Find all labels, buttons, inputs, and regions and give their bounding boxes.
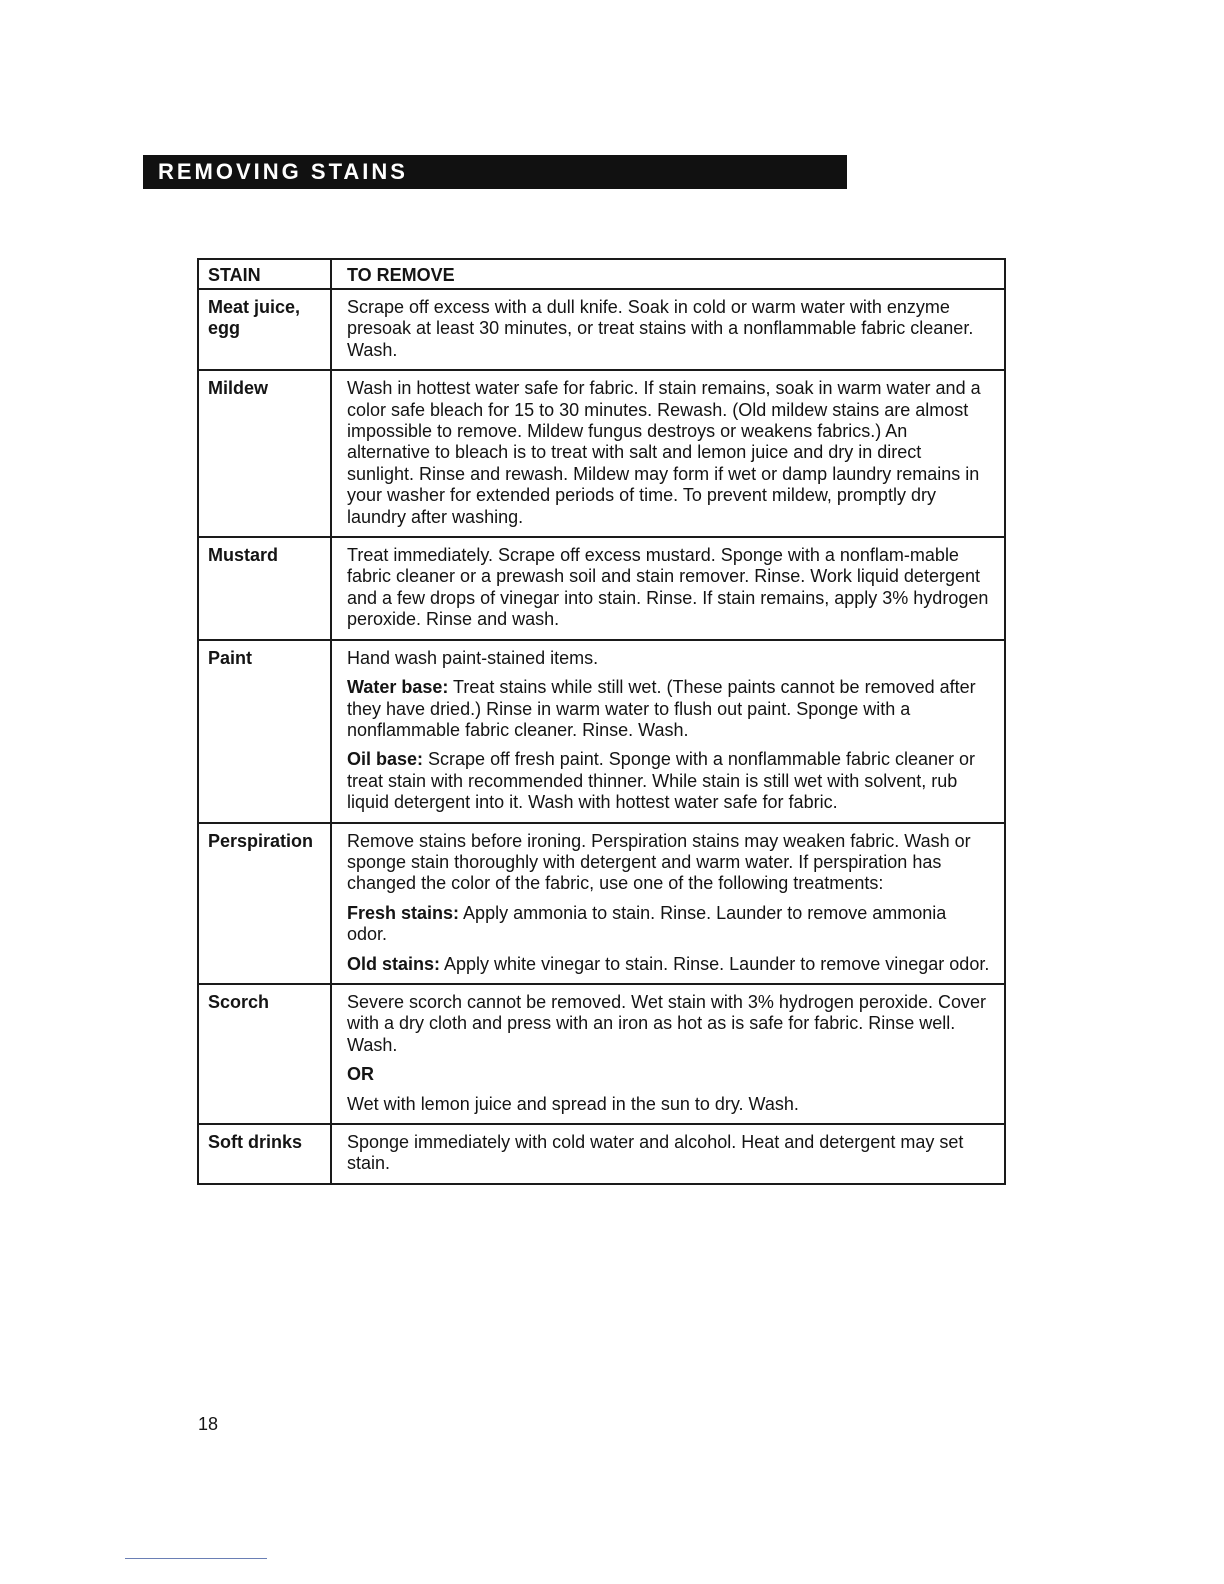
instruction-text: Sponge immediately with cold water and alcohol. Heat and detergent may set stain. bbox=[347, 1132, 964, 1174]
table-row bbox=[198, 537, 1005, 640]
instruction-paragraph bbox=[347, 831, 990, 895]
instruction-text: Wet with lemon juice and spread in the sun to dry. Wash. bbox=[347, 1093, 799, 1114]
instruction-paragraph bbox=[347, 648, 990, 669]
instruction-paragraph bbox=[347, 954, 990, 975]
instruction-paragraph bbox=[347, 378, 990, 528]
stain-name: Meat juice, egg bbox=[198, 289, 331, 370]
removal-instructions bbox=[331, 537, 1005, 640]
stain-name: Mustard bbox=[198, 537, 331, 640]
instruction-text: Hand wash paint-stained items. bbox=[347, 647, 599, 668]
instruction-text: Wash in hottest water safe for fabric. If stain remains, soak in warm water and a color safe bleach for 15 to 30 minutes. Rewash. (Old mildew stains are almost impossible to remove. Mildew fungus destroys or weakens fabrics.) An alternative to bleach is to treat with salt and lemon juice and dry in direct sunlight. Rinse and rewash. Mildew may form if wet or damp laundry remains in your washer for extended periods of time. To prevent mildew, promptly dry laundry after washing. bbox=[347, 378, 981, 527]
instruction-paragraph bbox=[347, 992, 990, 1056]
stain-removal-table bbox=[197, 258, 1006, 1185]
instruction-paragraph bbox=[347, 297, 990, 361]
table-row bbox=[198, 640, 1005, 823]
instruction-text: Remove stains before ironing. Perspiration stains may weaken fabric. Wash or sponge stain thoroughly with detergent and warm water. If perspiration has changed the color of the fabric, use one of the following treatments: bbox=[347, 830, 971, 894]
instruction-paragraph bbox=[347, 677, 990, 741]
table-row bbox=[198, 370, 1005, 537]
section-header-bar bbox=[143, 155, 847, 189]
instruction-paragraph bbox=[347, 903, 990, 946]
instruction-text: Apply white vinegar to stain. Rinse. Launder to remove vinegar odor. bbox=[440, 953, 990, 974]
instruction-paragraph bbox=[347, 545, 990, 631]
table-row bbox=[198, 823, 1005, 984]
table-row bbox=[198, 289, 1005, 370]
stain-name: Scorch bbox=[198, 984, 331, 1124]
instruction-text: Treat stains while still wet. (These paints cannot be removed after they have dried.) Rinse in warm water to flush out paint. Sponge with a nonflammable fabric cleaner. Rinse. Wash. bbox=[347, 677, 976, 740]
column-header-to-remove: TO REMOVE bbox=[331, 259, 1005, 289]
instruction-text: Apply ammonia to stain. Rinse. Launder to remove ammonia odor. bbox=[347, 902, 947, 945]
instruction-text: Scrape off fresh paint. Sponge with a nonflammable fabric cleaner or treat stain with recommended thinner. While stain is still wet with solvent, rub liquid detergent into it. Wash with hottest water safe for fabric. bbox=[347, 749, 976, 813]
stain-name: Soft drinks bbox=[198, 1124, 331, 1184]
instruction-text: Severe scorch cannot be removed. Wet stain with 3% hydrogen peroxide. Cover with a dry cloth and press with an iron as hot as is safe for fabric. Rinse well. Wash. bbox=[347, 991, 986, 1055]
instruction-text: Treat immediately. Scrape off excess mustard. Sponge with a nonflam-mable fabric cleaner or a prewash soil and stain remover. Rinse. Work liquid detergent and a few drops of vinegar into stain. Rinse. If stain remains, apply 3% hydrogen peroxide. Rinse and wash. bbox=[347, 545, 989, 630]
table-body bbox=[198, 289, 1005, 1184]
instruction-lead: OR bbox=[347, 1064, 374, 1085]
column-header-stain: STAIN bbox=[198, 259, 331, 289]
instruction-lead: Old stains: bbox=[347, 953, 441, 974]
page-number: 18 bbox=[198, 1414, 219, 1434]
removal-instructions bbox=[331, 289, 1005, 370]
table-header-row bbox=[198, 259, 1005, 289]
removal-instructions bbox=[331, 823, 1005, 984]
instruction-paragraph bbox=[347, 1094, 990, 1115]
instruction-lead: Water base: bbox=[347, 677, 449, 698]
table-row bbox=[198, 984, 1005, 1124]
footer-rule bbox=[125, 1558, 267, 1559]
stain-name: Mildew bbox=[198, 370, 331, 537]
removal-instructions bbox=[331, 1124, 1005, 1184]
instruction-paragraph bbox=[347, 749, 990, 813]
instruction-paragraph bbox=[347, 1064, 990, 1085]
instruction-paragraph bbox=[347, 1132, 990, 1175]
instruction-text: Scrape off excess with a dull knife. Soak in cold or warm water with enzyme presoak at least 30 minutes, or treat stains with a nonflammable fabric cleaner. Wash. bbox=[347, 297, 974, 360]
table-row bbox=[198, 1124, 1005, 1184]
removal-instructions bbox=[331, 984, 1005, 1124]
stain-name: Paint bbox=[198, 640, 331, 823]
removal-instructions bbox=[331, 370, 1005, 537]
section-title: REMOVING STAINS bbox=[158, 159, 408, 184]
instruction-lead: Oil base: bbox=[347, 749, 424, 770]
stain-name: Perspiration bbox=[198, 823, 331, 984]
instruction-lead: Fresh stains: bbox=[347, 902, 460, 923]
removal-instructions bbox=[331, 640, 1005, 823]
